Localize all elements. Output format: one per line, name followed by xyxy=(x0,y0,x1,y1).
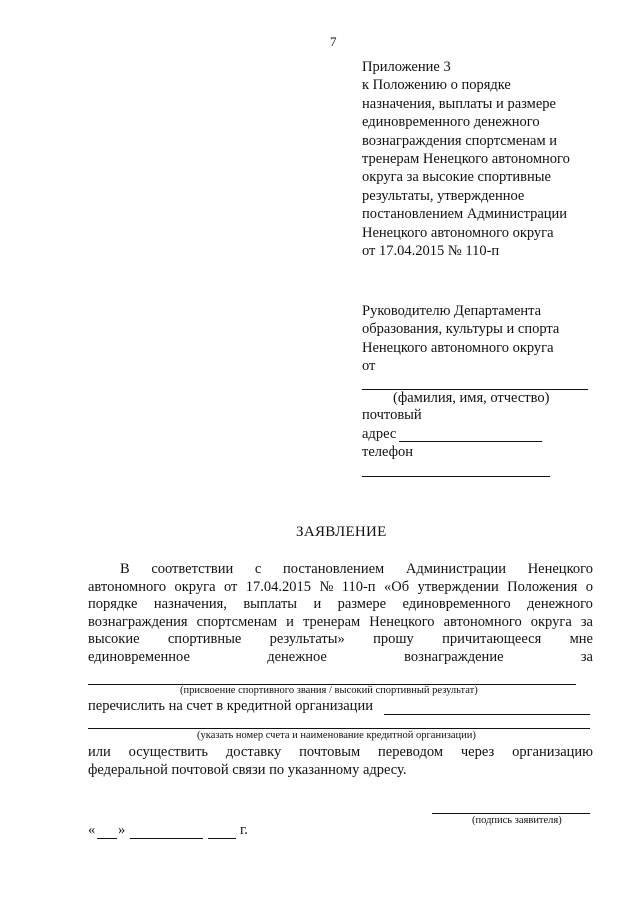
body-word: организацию xyxy=(512,744,593,760)
body-word: № xyxy=(319,578,334,595)
date-month-blank[interactable] xyxy=(130,838,203,839)
body-word: размере xyxy=(337,596,387,613)
body-word: соответствии xyxy=(151,561,234,577)
addressee-line: Ненецкого автономного округа xyxy=(362,339,554,356)
fio-caption: (фамилия, имя, отчество) xyxy=(393,390,550,406)
phone-label: телефон xyxy=(362,444,414,460)
body-word: единовременное xyxy=(88,648,190,665)
addressee-line: Руководителю Департамента xyxy=(362,303,542,319)
body-word: доставку xyxy=(225,744,282,760)
date-day-blank[interactable] xyxy=(97,838,117,839)
date-close-quote: » xyxy=(118,822,126,838)
body-word: вознаграждения xyxy=(88,613,188,630)
body-line xyxy=(88,596,593,614)
body-word: высокие xyxy=(88,631,140,648)
body-word: постановлением xyxy=(282,561,385,577)
page-number: 7 xyxy=(330,34,337,49)
appendix-line: назначения, выплаты и размере xyxy=(362,95,556,112)
body-word: назначения, xyxy=(153,596,227,613)
appendix-line: к Положению о порядке xyxy=(362,77,511,94)
body-word: прошу xyxy=(373,631,414,648)
bank-blank-line[interactable] xyxy=(384,714,590,715)
body-line xyxy=(88,614,593,632)
body-word: почтовым xyxy=(299,744,361,760)
body-word: о xyxy=(585,578,593,595)
addressee-line: образования, культуры и спорта xyxy=(362,321,560,338)
body-word: осуществить xyxy=(128,744,209,760)
body-line xyxy=(88,649,593,667)
body-line xyxy=(88,743,593,761)
appendix-line: вознаграждения спортсменам и xyxy=(362,132,558,149)
body-word: спортивные xyxy=(167,631,242,648)
appendix-line: округа за высокие спортивные xyxy=(362,169,551,186)
signature-caption: (подпись заявителя) xyxy=(472,815,562,826)
body-word: автономного xyxy=(443,613,522,630)
body-word: за xyxy=(580,648,593,665)
body-word: тренерам xyxy=(302,613,361,630)
appendix-line: единовременного денежного xyxy=(362,114,540,131)
body-line xyxy=(88,579,593,597)
body-word: с xyxy=(254,561,262,577)
year-suffix: г. xyxy=(240,822,248,838)
body-word: Ненецкого xyxy=(527,561,593,577)
body-word: Администрации xyxy=(405,561,507,577)
transfer-text: перечислить на счет в кредитной организации xyxy=(88,698,373,714)
body-word: округа xyxy=(530,613,572,630)
body-word: порядке xyxy=(88,596,138,613)
appendix-line: результаты, утвержденное xyxy=(362,187,525,204)
body-word: вознаграждение xyxy=(404,648,504,665)
body-word: спортсменам xyxy=(196,613,278,630)
addressee-block xyxy=(362,302,559,376)
postal-label: почтовый xyxy=(362,407,422,423)
body-word: или xyxy=(88,744,111,760)
body-word: и xyxy=(313,596,322,613)
body-word: автономного xyxy=(88,578,167,595)
date-open-quote: « xyxy=(88,822,96,838)
body-word: мне xyxy=(569,631,593,648)
body-word: округа xyxy=(174,578,216,595)
date-year-blank[interactable] xyxy=(208,838,236,839)
appendix-line: постановлением Администрации xyxy=(362,206,568,223)
body-word: единовременного xyxy=(402,596,511,613)
body-word: утверждении xyxy=(417,578,499,595)
body-word: от xyxy=(223,578,238,595)
body-word: «Об xyxy=(384,578,410,595)
body-word: денежное xyxy=(267,648,327,665)
body-word: Ненецкого xyxy=(369,613,435,630)
document-title: ЗАЯВЛЕНИЕ xyxy=(296,524,387,540)
appendix-line: тренерам Ненецкого автономного xyxy=(362,151,570,168)
address-blank-line[interactable] xyxy=(399,441,542,442)
body-word: результаты» xyxy=(269,631,345,648)
appendix-line: от 17.04.2015 № 110-п xyxy=(362,243,500,260)
body-word: 17.04.2015 xyxy=(245,578,312,595)
statement-body xyxy=(88,561,593,667)
address-label: адрес xyxy=(362,426,397,442)
body-word: В xyxy=(120,561,130,577)
body-word: переводом xyxy=(378,744,444,760)
body-line: федеральной почтовой связи по указанному адресу. xyxy=(88,762,407,778)
signature-blank-line[interactable] xyxy=(432,813,590,814)
body-word: 110-п xyxy=(341,578,376,595)
body-line xyxy=(88,561,593,579)
appendix-line: Приложение 3 xyxy=(362,59,451,75)
body-word: через xyxy=(460,744,495,760)
appendix-line: Ненецкого автономного округа xyxy=(362,224,554,241)
delivery-paragraph xyxy=(88,743,593,779)
phone-blank-line[interactable] xyxy=(362,476,550,477)
body-word: и xyxy=(286,613,294,630)
body-word: Положения xyxy=(507,578,578,595)
achievement-caption: (присвоение спортивного звания / высокий спортивный результат) xyxy=(180,685,478,696)
body-word: за xyxy=(580,613,593,630)
appendix-header xyxy=(362,58,570,260)
body-word: денежного xyxy=(527,596,593,613)
body-line xyxy=(88,631,593,649)
body-word: причитающееся xyxy=(442,631,542,648)
addressee-from: от xyxy=(362,358,376,375)
account-blank-line[interactable] xyxy=(88,728,590,729)
account-caption: (указать номер счета и наименование кредитной организации) xyxy=(197,730,476,741)
body-word: выплаты xyxy=(243,596,298,613)
